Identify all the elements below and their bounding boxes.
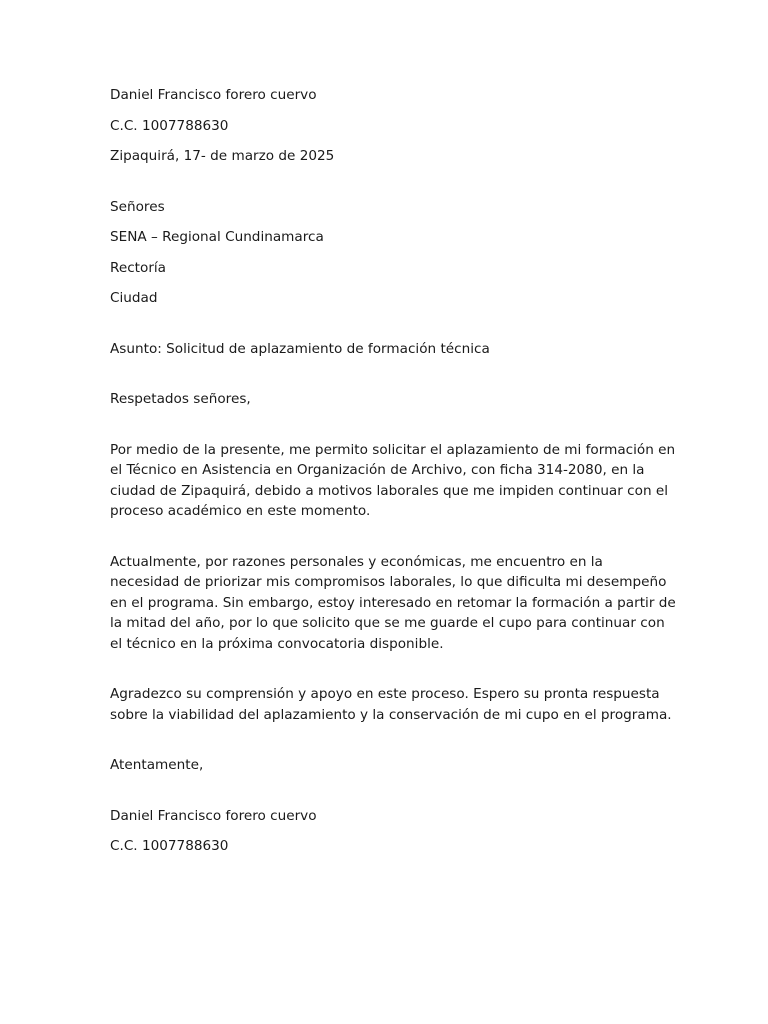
sender-name: Daniel Francisco forero cuervo bbox=[110, 87, 317, 103]
letter-page bbox=[110, 85, 676, 867]
paragraph-line: proceso académico en este momento. bbox=[110, 503, 371, 519]
place-date: Zipaquirá, 17- de marzo de 2025 bbox=[110, 148, 335, 164]
paragraph-line: Agradezco su comprensión y apoyo en este proceso. Espero su pronta respuesta bbox=[110, 686, 660, 702]
recipient-organization: SENA – Regional Cundinamarca bbox=[110, 229, 324, 245]
paragraph-line: en el programa. Sin embargo, estoy interesado en retomar la formación a partir de bbox=[110, 594, 676, 611]
closing: Atentamente, bbox=[110, 757, 204, 773]
recipient-city: Ciudad bbox=[110, 290, 158, 306]
paragraph-line: Por medio de la presente, me permito solicitar el aplazamiento de mi formación en bbox=[110, 441, 676, 458]
spacer bbox=[110, 664, 670, 684]
signature-name: Daniel Francisco forero cuervo bbox=[110, 807, 317, 824]
recipient-title: Señores bbox=[110, 198, 165, 215]
recipient-office: Rectoría bbox=[110, 259, 167, 276]
paragraph-line: el Técnico en Asistencia en Organización de Archivo, con ficha 314-2080, en la bbox=[110, 462, 645, 478]
spacer bbox=[110, 177, 670, 197]
signature-id: C.C. 1007788630 bbox=[110, 838, 229, 854]
body-paragraph-2 bbox=[110, 552, 676, 655]
spacer bbox=[110, 735, 670, 755]
paragraph-line: Actualmente, por razones personales y económicas, me encuentro en la bbox=[110, 553, 603, 570]
spacer bbox=[110, 420, 670, 440]
paragraph-line: la mitad del año, por lo que solicito que se me guarde el cupo para continuar con bbox=[110, 615, 665, 631]
spacer bbox=[110, 532, 670, 552]
spacer bbox=[110, 786, 670, 806]
body-paragraph-1 bbox=[110, 440, 676, 522]
spacer bbox=[110, 319, 670, 339]
spacer bbox=[110, 369, 670, 389]
body-paragraph-3 bbox=[110, 684, 670, 725]
sender-id: C.C. 1007788630 bbox=[110, 117, 229, 134]
paragraph-line: ciudad de Zipaquirá, debido a motivos laborales que me impiden continuar con el bbox=[110, 482, 669, 499]
subject-line: Asunto: Solicitud de aplazamiento de formación técnica bbox=[110, 340, 490, 357]
paragraph-line: sobre la viabilidad del aplazamiento y la conservación de mi cupo en el programa. bbox=[110, 706, 672, 723]
paragraph-line: necesidad de priorizar mis compromisos laborales, lo que dificulta mi desempeño bbox=[110, 574, 667, 590]
paragraph-line: el técnico en la próxima convocatoria disponible. bbox=[110, 635, 444, 652]
salutation: Respetados señores, bbox=[110, 391, 251, 407]
